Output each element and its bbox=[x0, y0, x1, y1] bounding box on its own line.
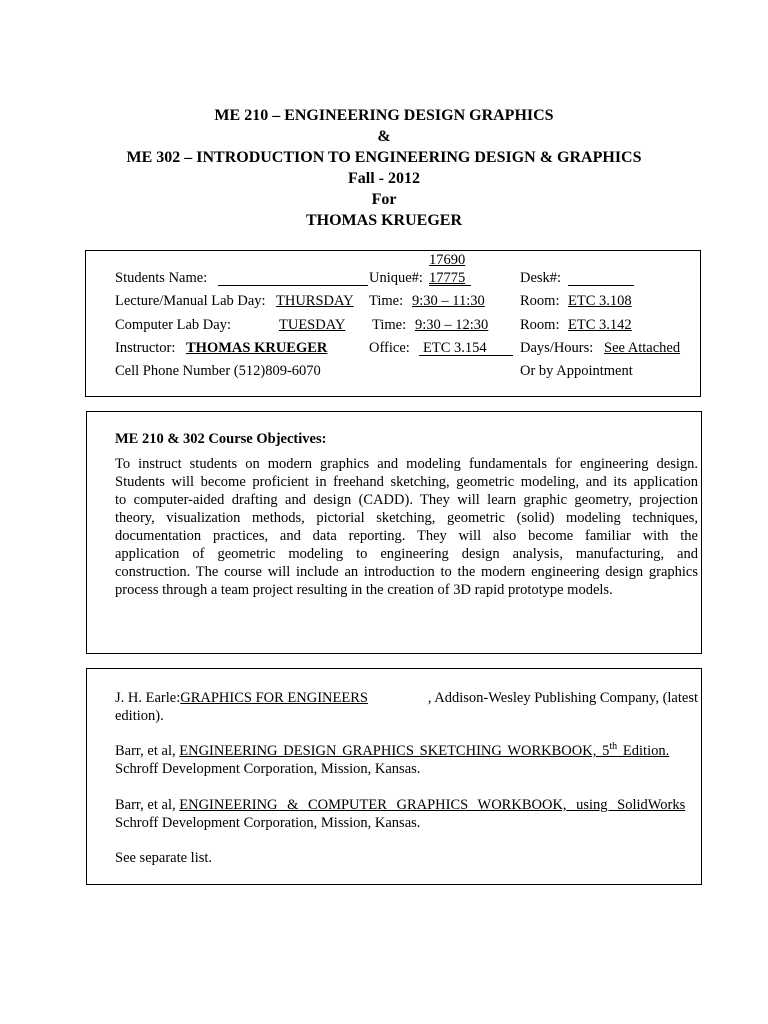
lecture-time-label: Time: bbox=[369, 293, 404, 309]
lecture-room-label: Room: bbox=[520, 293, 560, 309]
book2-line2: Schroff Development Corporation, Mission, Kansas. bbox=[115, 761, 421, 777]
book3-line1 bbox=[115, 796, 698, 814]
book3-line2: Schroff Development Corporation, Mission, Kansas. bbox=[115, 815, 421, 831]
cell-phone: Cell Phone Number (512)809-6070 bbox=[115, 363, 321, 379]
desk-field bbox=[568, 285, 634, 286]
ampersand: & bbox=[377, 128, 391, 145]
book2-edition-sup: th bbox=[609, 741, 618, 753]
instructor-label: Instructor: bbox=[115, 340, 176, 356]
office-label: Office: bbox=[369, 340, 410, 356]
objectives-line: construction. The course will include an introduction to the modern engineering design graphics bbox=[115, 564, 698, 580]
lecture-day-label: Lecture/Manual Lab Day: bbox=[115, 293, 266, 309]
appointment-note: Or by Appointment bbox=[520, 363, 633, 379]
instructor-name: THOMAS KRUEGER bbox=[186, 340, 328, 356]
book2-title: ENGINEERING DESIGN GRAPHICS SKETCHING WORKBOOK, 5 bbox=[179, 743, 610, 759]
book1-publisher: , Addison-Wesley Publishing Company, (latest bbox=[427, 690, 698, 706]
instructor-heading: THOMAS KRUEGER bbox=[305, 212, 462, 229]
objectives-line: documentation practices, and data reporting. They will also become familiar with the bbox=[115, 528, 698, 544]
book3-author: Barr, et al, bbox=[115, 797, 180, 813]
days-hours-value: See Attached bbox=[604, 340, 681, 356]
objectives-line: process through a team project resulting in the creation of 3D rapid prototype models. bbox=[115, 582, 613, 598]
objectives-paragraph bbox=[115, 455, 698, 599]
computer-lab-room: ETC 3.142 bbox=[568, 317, 632, 333]
students-name-label: Students Name: bbox=[115, 270, 208, 286]
course-title-me210: ME 210 – ENGINEERING DESIGN GRAPHICS bbox=[214, 107, 554, 124]
computer-lab-day: TUESDAY bbox=[279, 317, 346, 333]
book2-line1 bbox=[115, 742, 698, 760]
course-title-me302: ME 302 – INTRODUCTION TO ENGINEERING DESIGN & GRAPHICS bbox=[126, 149, 642, 166]
book2-title-wrap bbox=[179, 742, 669, 760]
computer-lab-room-label: Room: bbox=[520, 317, 560, 333]
book3-title: ENGINEERING & COMPUTER GRAPHICS WORKBOOK, using SolidWorks bbox=[179, 797, 686, 813]
separate-list-note: See separate list. bbox=[115, 850, 213, 866]
objectives-line: to computer-aided drafting and design (CADD). They will learn graphic geometry, projection bbox=[115, 492, 698, 508]
lecture-day: THURSDAY bbox=[276, 293, 354, 309]
objectives-line: application of geometric modeling to engineering design analysis, manufacturing, and bbox=[115, 546, 698, 562]
unique-underline bbox=[429, 285, 471, 286]
for-label: For bbox=[371, 191, 397, 208]
lecture-time: 9:30 – 11:30 bbox=[412, 293, 485, 309]
book1-title: GRAPHICS FOR ENGINEERS bbox=[180, 690, 368, 706]
book2-edition: Edition. bbox=[617, 743, 670, 759]
objectives-title: ME 210 & 302 Course Objectives: bbox=[115, 431, 327, 447]
objectives-line: theory, visualization methods, pictorial sketching, geometric (solid) modeling techniques, bbox=[115, 510, 698, 526]
office-value: ETC 3.154 bbox=[423, 340, 487, 356]
students-name-field bbox=[218, 285, 368, 286]
desk-label: Desk#: bbox=[520, 270, 562, 286]
objectives-line: To instruct students on modern graphics and modeling fundamentals for engineering design. bbox=[115, 456, 698, 472]
office-underline bbox=[419, 355, 513, 356]
unique-value-2: 17775 bbox=[429, 270, 466, 286]
objectives-line: Students will become proficient in freehand sketching, geometric modeling, and its application bbox=[115, 474, 698, 490]
computer-lab-label: Computer Lab Day: bbox=[115, 317, 231, 333]
computer-lab-time-label: Time: bbox=[372, 317, 407, 333]
unique-label: Unique#: bbox=[369, 270, 423, 286]
lecture-room: ETC 3.108 bbox=[568, 293, 632, 309]
book2-author: Barr, et al, bbox=[115, 743, 180, 759]
unique-value-1: 17690 bbox=[429, 252, 466, 268]
days-hours-label: Days/Hours: bbox=[520, 340, 594, 356]
computer-lab-time: 9:30 – 12:30 bbox=[415, 317, 489, 333]
book1-line1 bbox=[115, 689, 698, 707]
semester: Fall - 2012 bbox=[348, 170, 420, 187]
book1-author: J. H. Earle: bbox=[115, 690, 181, 706]
book1-line2: edition). bbox=[115, 708, 164, 724]
